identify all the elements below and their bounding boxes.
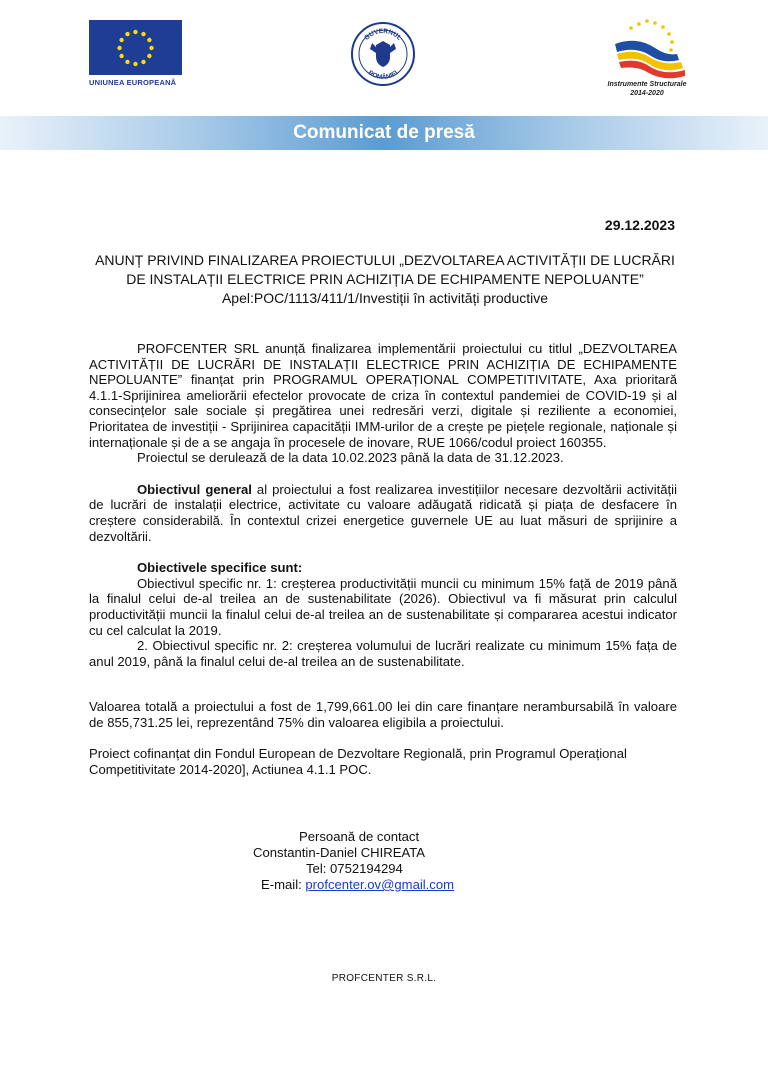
general-objective-paragraph	[89, 482, 677, 544]
eu-logo	[89, 20, 182, 86]
period-paragraph: Proiectul se derulează de la data 10.02.2023 până la data de 31.12.2023.	[137, 450, 564, 466]
email-label: E-mail:	[261, 877, 306, 892]
specific-objectives-heading: Obiectivele specifice sunt:	[137, 560, 303, 576]
instrumente-structurale-logo	[597, 14, 697, 100]
announcement-title	[85, 251, 685, 308]
footer-company: PROFCENTER S.R.L.	[331, 973, 437, 984]
general-objective-text: al proiectului a fost realizarea investițiilor necesare dezvoltării activității de lucrări de instalații electrice, activitate cu valoare adăugată ridicată și piața de desfacere în creștere considerabilă. În contextul crizei energetice guvernele UE au luat măsuri de sprijinire a dezvoltării.	[89, 481, 678, 544]
specific-objective-2: 2. Obiectivul specific nr. 2: creșterea volumului de lucrări realizate cu minimum 15% fața de anul 2019, până la finalul celui de-al treilea an de sustenabilitate.	[89, 638, 677, 669]
is-label-line2: 2014-2020	[630, 90, 664, 97]
gov-seal-top-text: GUVERNUL	[363, 27, 403, 42]
title-apel: Apel:POC/1113/411/1/Investiții în activități productive	[221, 290, 549, 306]
contact-name: Constantin-Daniel CHIREATA	[253, 845, 425, 860]
eu-flag-icon	[89, 20, 182, 75]
release-date: 29.12.2023	[604, 217, 675, 233]
intro-paragraph: PROFCENTER SRL anunță finalizarea implementării proiectului cu titlul „DEZVOLTAREA ACTIVITĂȚII DE LUCRĂRI DE INSTALAȚII ELECTRICE PRIN ACHIZIȚIA DE ECHIPAMENTE NEPOLUANTE” finanțat prin PROGRAMUL OPERAȚIONAL COMPETITIVITATE, Axa prioritară 4.1.1-Sprijinirea ameliorării efectelor provocate de criza în contextul pandemiei de COVID-19 și al consecințelor sale sociale și pregătirea unei redresări verzi, digitale și reziliente a economiei, Prioritatea de investiții - Sprijinirea capacității IMM-urilor de a crește pe piețele regionale, naționale și internaționale și de a se angaja în procesele de inovare, RUE 1066/codul proiect 160355.	[89, 341, 677, 450]
general-objective-label: Obiectivul general	[137, 481, 252, 497]
eu-label: UNIUNEA EUROPEANĂ	[89, 78, 177, 87]
press-release-body	[89, 341, 677, 778]
gov-seal-bottom-text: ROMÂNIEI	[366, 69, 400, 82]
cofinance-paragraph: Proiect cofinanțat din Fondul European de Dezvoltare Regională, prin Programul Operațional Competitivitate 2014-2020], Actiunea 4.1.1 POC.	[89, 746, 627, 778]
contact-block	[0, 829, 768, 893]
government-seal-icon	[350, 21, 416, 87]
government-logo	[350, 21, 416, 87]
specific-objective-1: Obiectivul specific nr. 1: creșterea productivității muncii cu minimum 15% față de 2019 până la finalul celui de-al treilea an de sustenabilitate (2026). Obiectivul va fi măsurat prin calculul productivității muncii la finalul celui de-al treilea an de sustenabilitate și compararea acestui indicator cu cel calculat la 2019.	[89, 575, 677, 638]
contact-phone: Tel: 0752194294	[306, 861, 403, 876]
structural-instruments-icon	[597, 14, 697, 80]
email-link[interactable]: profcenter.ov@gmail.com	[305, 877, 455, 892]
contact-email-line	[0, 877, 768, 893]
project-value-paragraph: Valoarea totală a proiectului a fost de 1,799,661.00 lei din care finanțare nerambursabilă în valoare de 855,731.25 lei, reprezentând 75% din valoarea eligibila a proiectului.	[89, 699, 677, 730]
title-main: ANUNȚ PRIVIND FINALIZAREA PROIECTULUI „DEZVOLTAREA ACTIVITĂȚII DE LUCRĂRI DE INSTALAȚII ELECTRICE PRIN ACHIZIȚIA DE ECHIPAMENTE NEPOLUANTE”	[95, 252, 675, 287]
banner-title: Comunicat de presă	[293, 122, 475, 143]
is-label-line1: Instrumente Structurale	[607, 81, 687, 88]
contact-heading: Persoană de contact	[299, 829, 420, 844]
instrumente-structurale-label	[597, 80, 697, 98]
